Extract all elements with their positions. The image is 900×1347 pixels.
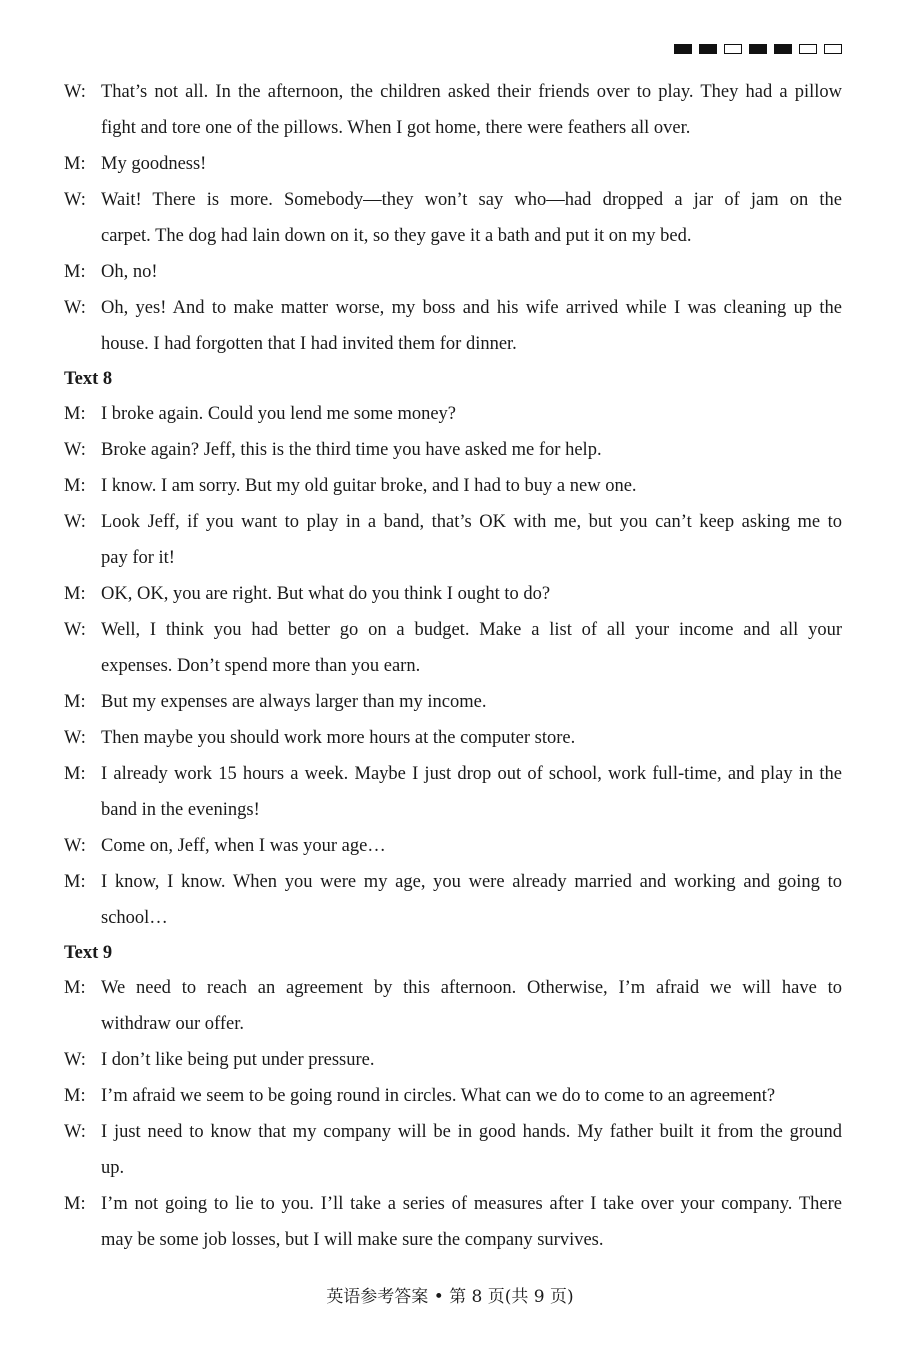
empty-box-mark	[724, 44, 742, 54]
dialogue-continuation	[64, 218, 842, 254]
filled-box-mark	[699, 44, 717, 54]
line-text: may be some job losses, but I will make sure the company survives.	[101, 1230, 604, 1250]
line-text: Wait! There is more. Somebody—they won’t say who—had dropped a jar of jam on the	[101, 190, 842, 210]
speaker-label: W:	[64, 298, 86, 318]
line-text: Broke again? Jeff, this is the third time you have asked me for help.	[101, 440, 602, 460]
speaker-label: M:	[64, 872, 86, 892]
line-text: Look Jeff, if you want to play in a band, that’s OK with me, but you can’t keep asking me to	[101, 512, 842, 532]
line-text: band in the evenings!	[101, 800, 260, 820]
empty-box-mark	[799, 44, 817, 54]
dialogue-line	[64, 720, 842, 756]
line-text: expenses. Don’t spend more than you earn.	[101, 656, 421, 676]
dialogue-continuation	[64, 540, 842, 576]
dialogue-continuation	[64, 1150, 842, 1186]
line-text: I already work 15 hours a week. Maybe I just drop out of school, work full-time, and play in the	[101, 764, 842, 784]
speaker-label: W:	[64, 728, 86, 748]
dialogue-line	[64, 182, 842, 218]
line-text: I’m afraid we seem to be going round in circles. What can we do to come to an agreement?	[101, 1086, 776, 1106]
line-text: Come on, Jeff, when I was your age…	[101, 836, 386, 856]
dialogue-line	[64, 864, 842, 900]
line-text: I just need to know that my company will be in good hands. My father built it from the ground	[101, 1122, 842, 1142]
dialogue-continuation	[64, 110, 842, 146]
speaker-label: M:	[64, 476, 86, 496]
line-text: Well, I think you had better go on a budget. Make a list of all your income and all your	[101, 620, 842, 640]
speaker-label: M:	[64, 584, 86, 604]
section-heading: Text 9	[64, 943, 113, 963]
speaker-label: M:	[64, 154, 86, 174]
line-text: But my expenses are always larger than my income.	[101, 692, 487, 712]
line-text: I don’t like being put under pressure.	[101, 1050, 375, 1070]
speaker-label: M:	[64, 1086, 86, 1106]
speaker-label: W:	[64, 1050, 86, 1070]
dialogue-line	[64, 576, 842, 612]
line-text: Oh, yes! And to make matter worse, my boss and his wife arrived while I was cleaning up the	[101, 298, 842, 318]
line-text: Oh, no!	[101, 262, 158, 282]
line-text: house. I had forgotten that I had invited them for dinner.	[101, 334, 517, 354]
dialogue-line	[64, 396, 842, 432]
dialogue-line	[64, 1114, 842, 1150]
line-text: I know. I am sorry. But my old guitar broke, and I had to buy a new one.	[101, 476, 637, 496]
speaker-label: W:	[64, 512, 86, 532]
dialogue-line	[64, 970, 842, 1006]
dialogue-continuation	[64, 648, 842, 684]
dialogue-line	[64, 1078, 842, 1114]
speaker-label: W:	[64, 620, 86, 640]
dialogue-continuation	[64, 1006, 842, 1042]
dialogue-continuation	[64, 900, 842, 936]
dialogue-continuation	[64, 1222, 842, 1258]
dialogue-continuation	[64, 326, 842, 362]
speaker-label: M:	[64, 262, 86, 282]
speaker-label: W:	[64, 440, 86, 460]
line-text: fight and tore one of the pillows. When I got home, there were feathers all over.	[101, 118, 691, 138]
line-text: We need to reach an agreement by this afternoon. Otherwise, I’m afraid we will have to	[101, 978, 842, 998]
line-text: carpet. The dog had lain down on it, so they gave it a bath and put it on my bed.	[101, 226, 692, 246]
speaker-label: W:	[64, 190, 86, 210]
dialogue-line	[64, 254, 842, 290]
line-text: I’m not going to lie to you. I’ll take a series of measures after I take over your company. There	[101, 1194, 842, 1214]
speaker-label: W:	[64, 836, 86, 856]
line-text: withdraw our offer.	[101, 1014, 244, 1034]
dialogue-continuation	[64, 792, 842, 828]
page-footer: 英语参考答案 • 第 8 页(共 9 页)	[326, 1287, 574, 1307]
section-heading: Text 8	[64, 369, 113, 389]
dialogue-line	[64, 74, 842, 110]
line-text: My goodness!	[101, 154, 207, 174]
speaker-label: M:	[64, 692, 86, 712]
dialogue-line	[64, 468, 842, 504]
dialogue-line	[64, 612, 842, 648]
dialogue-line	[64, 432, 842, 468]
filled-box-mark	[774, 44, 792, 54]
dialogue-line	[64, 756, 842, 792]
line-text: OK, OK, you are right. But what do you think I ought to do?	[101, 584, 551, 604]
line-text: That’s not all. In the afternoon, the children asked their friends over to play. They had a pillow	[101, 82, 842, 102]
speaker-label: M:	[64, 764, 86, 784]
empty-box-mark	[824, 44, 842, 54]
filled-box-mark	[749, 44, 767, 54]
speaker-label: W:	[64, 82, 86, 102]
line-text: I know, I know. When you were my age, you were already married and working and going to	[101, 872, 842, 892]
filled-box-mark	[674, 44, 692, 54]
line-text: Then maybe you should work more hours at the computer store.	[101, 728, 576, 748]
line-text: I broke again. Could you lend me some money?	[101, 404, 457, 424]
dialogue-line	[64, 504, 842, 540]
dialogue-line	[64, 684, 842, 720]
speaker-label: M:	[64, 1194, 86, 1214]
speaker-label: M:	[64, 404, 86, 424]
dialogue-line	[64, 1042, 842, 1078]
line-text: school…	[101, 908, 168, 928]
dialogue-line	[64, 1186, 842, 1222]
line-text: pay for it!	[101, 548, 175, 568]
dialogue-line	[64, 290, 842, 326]
speaker-label: W:	[64, 1122, 86, 1142]
dialogue-line	[64, 146, 842, 182]
dialogue-text	[64, 74, 842, 1258]
header-marks	[674, 44, 842, 54]
speaker-label: M:	[64, 978, 86, 998]
line-text: up.	[101, 1158, 125, 1178]
dialogue-line	[64, 828, 842, 864]
